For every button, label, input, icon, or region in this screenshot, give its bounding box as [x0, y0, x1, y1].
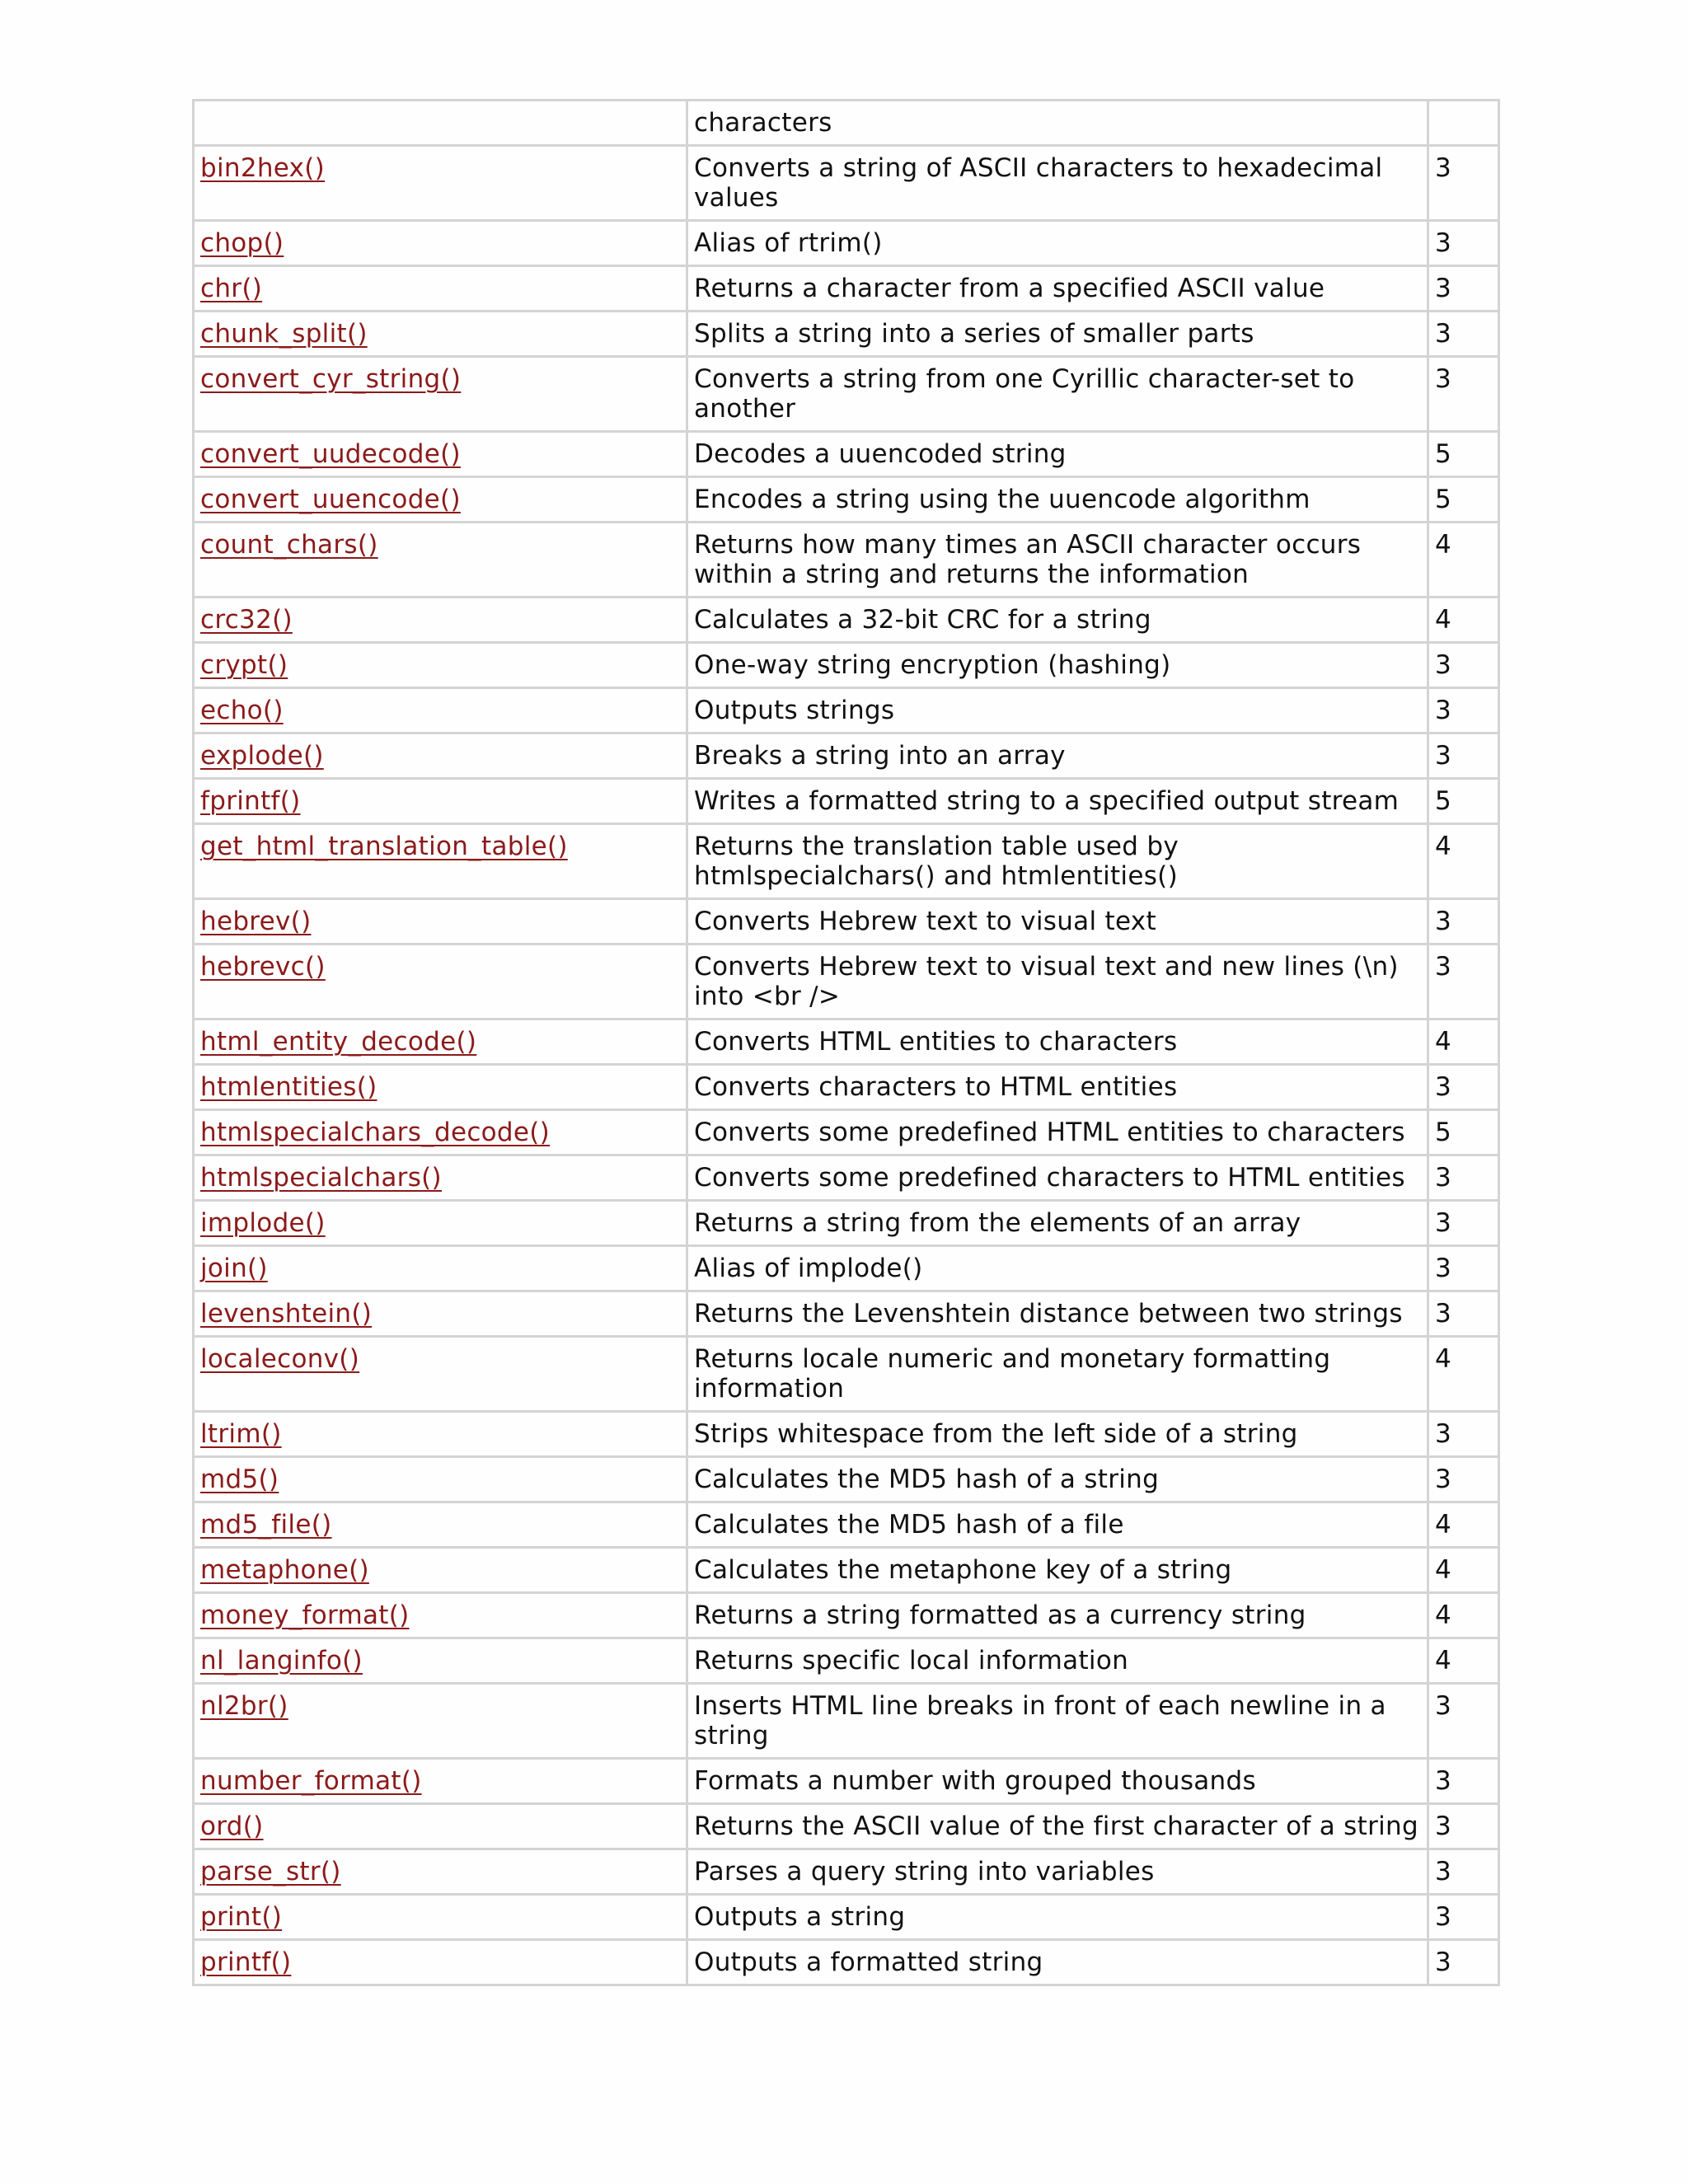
function-cell [194, 1849, 687, 1895]
function-cell [194, 688, 687, 733]
version-cell: 3 [1428, 357, 1499, 432]
table-row [194, 779, 1499, 824]
version-cell: 4 [1428, 824, 1499, 899]
function-cell [194, 477, 687, 523]
table-row [194, 1201, 1499, 1246]
function-link[interactable]: hebrev() [200, 907, 312, 936]
table-row [194, 824, 1499, 899]
function-link[interactable]: join() [200, 1254, 268, 1283]
table-row [194, 1548, 1499, 1593]
function-link[interactable]: get_html_translation_table() [200, 832, 568, 861]
description-cell: Converts some predefined HTML entities to characters [687, 1110, 1428, 1155]
description-cell: Calculates the MD5 hash of a string [687, 1457, 1428, 1502]
function-link[interactable]: number_format() [200, 1766, 422, 1796]
table-row [194, 1593, 1499, 1638]
function-cell [194, 1019, 687, 1065]
function-cell [194, 312, 687, 357]
function-cell [194, 1246, 687, 1291]
table-row [194, 1065, 1499, 1110]
version-cell: 5 [1428, 1110, 1499, 1155]
function-cell [194, 101, 687, 146]
table-row [194, 221, 1499, 266]
description-cell: Formats a number with grouped thousands [687, 1759, 1428, 1804]
description-cell: Alias of implode() [687, 1246, 1428, 1291]
version-cell: 3 [1428, 643, 1499, 688]
function-cell [194, 1548, 687, 1593]
function-cell [194, 598, 687, 643]
function-link[interactable]: implode() [200, 1208, 326, 1238]
function-cell [194, 1065, 687, 1110]
description-cell: Returns a string formatted as a currency string [687, 1593, 1428, 1638]
string-functions-table [192, 99, 1500, 1986]
table-row [194, 1849, 1499, 1895]
table-row [194, 477, 1499, 523]
table-row [194, 1638, 1499, 1684]
table-row [194, 1804, 1499, 1849]
description-cell: Outputs strings [687, 688, 1428, 733]
version-cell: 3 [1428, 1246, 1499, 1291]
function-cell [194, 1201, 687, 1246]
function-link[interactable]: convert_cyr_string() [200, 364, 462, 394]
version-cell: 3 [1428, 944, 1499, 1019]
description-cell: Encodes a string using the uuencode algorithm [687, 477, 1428, 523]
description-cell: Calculates the MD5 hash of a file [687, 1502, 1428, 1548]
description-cell: One-way string encryption (hashing) [687, 643, 1428, 688]
function-link[interactable]: md5_file() [200, 1510, 332, 1540]
function-link[interactable]: print() [200, 1902, 283, 1932]
function-cell [194, 1337, 687, 1412]
description-cell: Inserts HTML line breaks in front of each newline in a string [687, 1684, 1428, 1759]
version-cell: 5 [1428, 779, 1499, 824]
function-cell [194, 1457, 687, 1502]
version-cell: 3 [1428, 266, 1499, 312]
table-row [194, 1291, 1499, 1337]
version-cell: 5 [1428, 432, 1499, 477]
table-row [194, 357, 1499, 432]
function-link[interactable]: ord() [200, 1811, 264, 1841]
function-link[interactable]: echo() [200, 696, 284, 725]
description-cell: Returns the translation table used by htmlspecialchars() and htmlentities() [687, 824, 1428, 899]
version-cell: 3 [1428, 1940, 1499, 1985]
table-row [194, 1940, 1499, 1985]
table-body [194, 101, 1499, 1985]
description-cell: Parses a query string into variables [687, 1849, 1428, 1895]
function-link[interactable]: convert_uudecode() [200, 439, 461, 469]
description-cell: Converts characters to HTML entities [687, 1065, 1428, 1110]
description-cell: Decodes a uuencoded string [687, 432, 1428, 477]
table-row [194, 1895, 1499, 1940]
function-link[interactable]: chop() [200, 228, 284, 258]
version-cell: 3 [1428, 1849, 1499, 1895]
table-row [194, 733, 1499, 779]
function-cell [194, 824, 687, 899]
function-link[interactable]: bin2hex() [200, 153, 326, 183]
description-cell: characters [687, 101, 1428, 146]
function-link[interactable]: money_format() [200, 1601, 410, 1630]
version-cell: 3 [1428, 1759, 1499, 1804]
table-row [194, 1759, 1499, 1804]
description-cell: Returns how many times an ASCII character occurs within a string and returns the information [687, 523, 1428, 598]
function-link[interactable]: htmlspecialchars_decode() [200, 1118, 551, 1147]
table-row [194, 1412, 1499, 1457]
version-cell: 4 [1428, 1548, 1499, 1593]
function-link[interactable]: chr() [200, 274, 263, 303]
function-cell [194, 1110, 687, 1155]
function-cell [194, 1502, 687, 1548]
function-cell [194, 779, 687, 824]
description-cell: Outputs a formatted string [687, 1940, 1428, 1985]
version-cell: 3 [1428, 899, 1499, 944]
version-cell: 3 [1428, 1457, 1499, 1502]
function-link[interactable]: convert_uuencode() [200, 485, 461, 514]
function-link[interactable]: explode() [200, 741, 324, 771]
table-row [194, 1155, 1499, 1201]
table-row [194, 1502, 1499, 1548]
table-row [194, 523, 1499, 598]
function-cell [194, 1684, 687, 1759]
function-cell [194, 733, 687, 779]
table-row [194, 598, 1499, 643]
function-link[interactable]: md5() [200, 1465, 279, 1494]
description-cell: Splits a string into a series of smaller parts [687, 312, 1428, 357]
function-link[interactable]: parse_str() [200, 1857, 341, 1886]
version-cell: 4 [1428, 523, 1499, 598]
function-link[interactable]: printf() [200, 1947, 292, 1977]
description-cell: Returns specific local information [687, 1638, 1428, 1684]
table-row [194, 944, 1499, 1019]
function-link[interactable]: hebrevc() [200, 952, 326, 982]
table-row [194, 1684, 1499, 1759]
version-cell: 3 [1428, 1201, 1499, 1246]
description-cell: Converts Hebrew text to visual text [687, 899, 1428, 944]
version-cell: 4 [1428, 1337, 1499, 1412]
version-cell: 3 [1428, 312, 1499, 357]
function-cell [194, 266, 687, 312]
version-cell: 4 [1428, 1019, 1499, 1065]
function-link[interactable]: nl2br() [200, 1691, 288, 1721]
version-cell: 3 [1428, 1291, 1499, 1337]
function-cell [194, 1895, 687, 1940]
function-cell [194, 1940, 687, 1985]
function-link[interactable]: crypt() [200, 650, 288, 680]
function-cell [194, 146, 687, 221]
description-cell: Returns a character from a specified ASCII value [687, 266, 1428, 312]
function-link[interactable]: html_entity_decode() [200, 1027, 477, 1057]
version-cell: 4 [1428, 1502, 1499, 1548]
version-cell: 3 [1428, 1412, 1499, 1457]
continuation-row [194, 101, 1499, 146]
description-cell: Alias of rtrim() [687, 221, 1428, 266]
table-row [194, 643, 1499, 688]
version-cell: 4 [1428, 1638, 1499, 1684]
function-link[interactable]: fprintf() [200, 786, 301, 816]
version-cell: 3 [1428, 733, 1499, 779]
function-link[interactable]: htmlspecialchars() [200, 1163, 442, 1193]
function-cell [194, 1291, 687, 1337]
description-cell: Returns a string from the elements of an array [687, 1201, 1428, 1246]
function-cell [194, 523, 687, 598]
version-cell: 3 [1428, 1065, 1499, 1110]
table-row [194, 1246, 1499, 1291]
function-cell [194, 1412, 687, 1457]
function-cell [194, 357, 687, 432]
description-cell: Writes a formatted string to a specified output stream [687, 779, 1428, 824]
function-cell [194, 899, 687, 944]
function-link[interactable]: htmlentities() [200, 1072, 377, 1102]
description-cell: Converts a string from one Cyrillic character-set to another [687, 357, 1428, 432]
description-cell: Strips whitespace from the left side of a string [687, 1412, 1428, 1457]
function-cell [194, 1759, 687, 1804]
table-row [194, 432, 1499, 477]
function-link[interactable]: localeconv() [200, 1344, 360, 1374]
description-cell: Converts some predefined characters to HTML entities [687, 1155, 1428, 1201]
function-link[interactable]: count_chars() [200, 530, 378, 560]
version-cell: 3 [1428, 1684, 1499, 1759]
description-cell: Returns the ASCII value of the first character of a string [687, 1804, 1428, 1849]
function-cell [194, 1593, 687, 1638]
table-row [194, 146, 1499, 221]
description-cell: Returns the Levenshtein distance between two strings [687, 1291, 1428, 1337]
function-cell [194, 944, 687, 1019]
version-cell: 4 [1428, 598, 1499, 643]
version-cell: 3 [1428, 688, 1499, 733]
function-cell [194, 1155, 687, 1201]
function-link[interactable]: crc32() [200, 605, 293, 635]
function-cell [194, 221, 687, 266]
version-cell [1428, 101, 1499, 146]
table-row [194, 1337, 1499, 1412]
version-cell: 3 [1428, 1895, 1499, 1940]
function-link[interactable]: chunk_split() [200, 319, 368, 349]
description-cell: Converts Hebrew text to visual text and new lines (\n) into <br /> [687, 944, 1428, 1019]
description-cell: Calculates a 32-bit CRC for a string [687, 598, 1428, 643]
version-cell: 3 [1428, 221, 1499, 266]
function-link[interactable]: levenshtein() [200, 1299, 373, 1329]
version-cell: 3 [1428, 1804, 1499, 1849]
version-cell: 4 [1428, 1593, 1499, 1638]
table-row [194, 688, 1499, 733]
function-cell [194, 643, 687, 688]
description-cell: Converts a string of ASCII characters to hexadecimal values [687, 146, 1428, 221]
table-row [194, 312, 1499, 357]
function-cell [194, 1638, 687, 1684]
version-cell: 3 [1428, 1155, 1499, 1201]
version-cell: 5 [1428, 477, 1499, 523]
description-cell: Converts HTML entities to characters [687, 1019, 1428, 1065]
function-link[interactable]: metaphone() [200, 1555, 369, 1585]
description-cell: Outputs a string [687, 1895, 1428, 1940]
description-cell: Breaks a string into an array [687, 733, 1428, 779]
description-cell: Calculates the metaphone key of a string [687, 1548, 1428, 1593]
table-row [194, 1457, 1499, 1502]
description-cell: Returns locale numeric and monetary formatting information [687, 1337, 1428, 1412]
function-cell [194, 1804, 687, 1849]
function-link[interactable]: nl_langinfo() [200, 1646, 363, 1675]
function-cell [194, 432, 687, 477]
version-cell: 3 [1428, 146, 1499, 221]
table-row [194, 266, 1499, 312]
table-row [194, 1019, 1499, 1065]
table-row [194, 899, 1499, 944]
table-row [194, 1110, 1499, 1155]
function-link[interactable]: ltrim() [200, 1419, 282, 1449]
